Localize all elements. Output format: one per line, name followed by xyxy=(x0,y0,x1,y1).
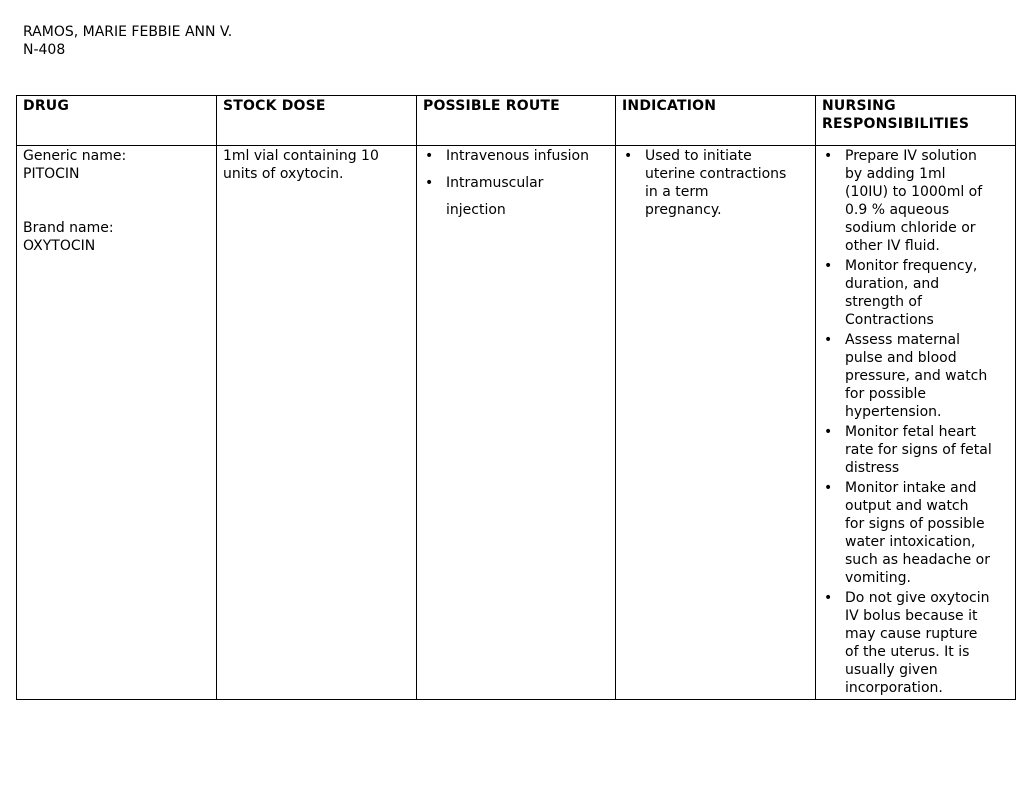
route-item: • Intramuscular injection xyxy=(423,170,609,224)
nursing-item: • Prepare IV solution by adding 1ml (10IU) to 1000ml of 0.9 % aqueous sodium chloride or other IV fluid. xyxy=(824,148,983,254)
brand-name-label: Brand name: xyxy=(23,220,114,236)
indication-item: • Used to initiate uterine contractions in a term pregnancy. xyxy=(624,148,787,218)
route-list xyxy=(423,147,609,224)
nursing-item: • Do not give oxytocin IV bolus because it may cause rupture of the uterus. It is usually given incorporation. xyxy=(824,590,990,696)
student-name: RAMOS, MARIE FEBBIE ANN V. xyxy=(23,24,233,40)
header-nursing-responsibilities: NURSING RESPONSIBILITIES xyxy=(816,96,1016,146)
bullet-icon: • xyxy=(425,148,434,164)
document-header xyxy=(23,23,232,59)
nursing-item: • Assess maternal pulse and blood pressure, and watch for possible hypertension. xyxy=(824,332,988,420)
route-item: • Intravenous infusion xyxy=(425,148,589,164)
bullet-icon: • xyxy=(824,590,833,606)
nursing-item: • Monitor frequency, duration, and strength of Contractions xyxy=(824,258,978,328)
bullet-icon: • xyxy=(824,424,833,440)
bullet-icon: • xyxy=(824,480,833,496)
header-stock-dose: STOCK DOSE xyxy=(217,96,417,146)
bullet-icon: • xyxy=(824,332,833,348)
nursing-cell xyxy=(816,146,1016,700)
header-indication: INDICATION xyxy=(616,96,816,146)
nursing-list xyxy=(822,147,1009,697)
drug-study-table xyxy=(16,95,1016,700)
brand-name-value: OXYTOCIN xyxy=(23,238,96,254)
generic-name-label: Generic name: xyxy=(23,148,127,164)
indication-cell xyxy=(616,146,816,700)
drug-cell xyxy=(17,146,217,700)
bullet-icon: • xyxy=(425,175,434,191)
table-row xyxy=(17,146,1016,700)
stock-dose-cell: 1ml vial containing 10 units of oxytocin. xyxy=(217,146,417,700)
bullet-icon: • xyxy=(824,148,833,164)
nursing-item: • Monitor fetal heart rate for signs of fetal distress xyxy=(824,424,992,476)
header-possible-route: POSSIBLE ROUTE xyxy=(417,96,616,146)
generic-name-value: PITOCIN xyxy=(23,166,80,182)
indication-list xyxy=(622,147,809,219)
nursing-item: • Monitor intake and output and watch for signs of possible water intoxication, such as headache or vomiting. xyxy=(824,480,990,586)
table-header-row xyxy=(17,96,1016,146)
header-drug: DRUG xyxy=(17,96,217,146)
bullet-icon: • xyxy=(624,148,633,164)
bullet-icon: • xyxy=(824,258,833,274)
section-code: N-408 xyxy=(23,42,66,58)
possible-route-cell xyxy=(417,146,616,700)
